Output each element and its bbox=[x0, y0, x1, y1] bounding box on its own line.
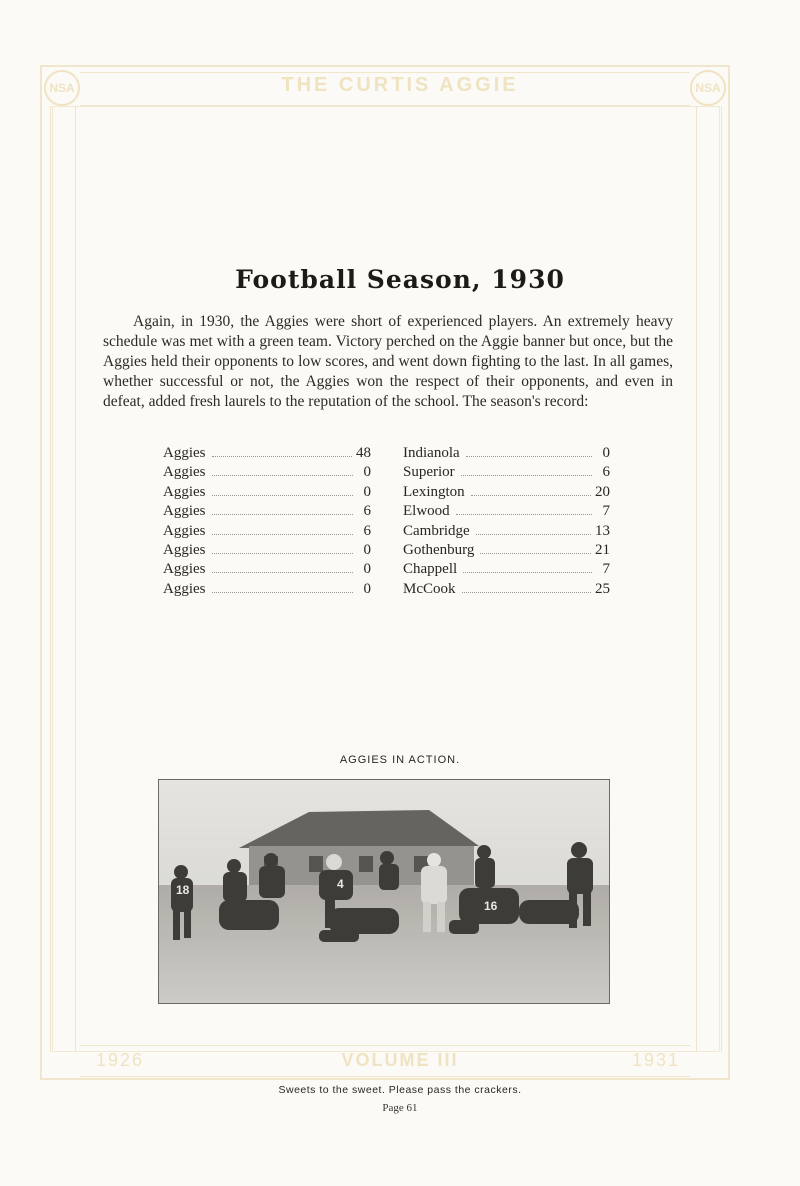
svg-text:16: 16 bbox=[484, 899, 498, 913]
dot-leader bbox=[462, 591, 592, 593]
aggies-team-name: Aggies bbox=[163, 561, 206, 578]
opponent-score: 7 bbox=[602, 503, 610, 520]
aggies-score: 0 bbox=[363, 580, 371, 597]
dot-leader bbox=[212, 591, 354, 593]
border-column-left bbox=[50, 106, 76, 1052]
aggies-score: 6 bbox=[363, 503, 371, 520]
dot-leader bbox=[212, 533, 354, 535]
dot-leader bbox=[212, 552, 354, 554]
opponent-team-name: Chappell bbox=[403, 561, 458, 578]
article-body: Again, in 1930, the Aggies were short of experienced players. An extremely heavy schedule was met with a green team. Victory perched on the Aggie banner but once, but the Aggies held their opponents to low scores, and went down fighting to the last. In all games, whether successful or not, the Aggies won the respect of their opponents, and even in defeat, added fresh laurels to the reputation of the school. The season's record: bbox=[103, 313, 673, 410]
aggies-row bbox=[163, 444, 371, 463]
opponent-score: 13 bbox=[595, 522, 610, 539]
dot-leader bbox=[480, 552, 591, 554]
dot-leader bbox=[212, 474, 354, 476]
dot-leader bbox=[461, 474, 592, 476]
aggies-row bbox=[163, 541, 371, 560]
dot-leader bbox=[456, 513, 592, 515]
opponent-row bbox=[403, 502, 610, 521]
opponent-row bbox=[403, 444, 610, 463]
aggies-team-name: Aggies bbox=[163, 522, 206, 539]
footer-year-right: 1931 bbox=[631, 1050, 680, 1070]
opponent-row bbox=[403, 560, 610, 579]
record-opponents-column bbox=[403, 444, 610, 599]
aggies-row bbox=[163, 580, 371, 599]
page-number: Page 61 bbox=[382, 1102, 418, 1114]
aggies-row bbox=[163, 560, 371, 579]
opponent-row bbox=[403, 483, 610, 502]
aggies-score: 0 bbox=[363, 542, 371, 559]
opponent-team-name: Superior bbox=[403, 464, 455, 481]
footer-year-left: 1926 bbox=[96, 1050, 145, 1070]
aggies-row bbox=[163, 463, 371, 482]
opponent-team-name: Lexington bbox=[403, 483, 465, 500]
aggies-team-name: Aggies bbox=[163, 483, 206, 500]
aggies-team-name: Aggies bbox=[163, 580, 206, 597]
aggies-row bbox=[163, 502, 371, 521]
aggies-team-name: Aggies bbox=[163, 464, 206, 481]
opponent-team-name: Indianola bbox=[403, 445, 460, 461]
football-action-photo bbox=[158, 779, 610, 1004]
opponent-score: 0 bbox=[602, 445, 610, 461]
opponent-team-name: Cambridge bbox=[403, 522, 470, 539]
aggies-score: 0 bbox=[363, 464, 371, 481]
aggies-team-name: Aggies bbox=[163, 503, 206, 520]
aggies-row bbox=[163, 483, 371, 502]
opponent-team-name: McCook bbox=[403, 580, 456, 597]
aggies-team-name: Aggies bbox=[163, 445, 206, 461]
opponent-row bbox=[403, 541, 610, 560]
aggies-row bbox=[163, 522, 371, 541]
opponent-row bbox=[403, 522, 610, 541]
footer-quote: Sweets to the sweet. Please pass the crackers. bbox=[278, 1084, 522, 1096]
dot-leader bbox=[212, 494, 354, 496]
photo-caption: AGGIES IN ACTION. bbox=[339, 754, 461, 766]
aggies-score: 0 bbox=[363, 483, 371, 500]
monogram-right-icon: NSA bbox=[690, 70, 726, 106]
opponent-score: 21 bbox=[595, 542, 610, 559]
footer-volume: VOLUME III bbox=[341, 1050, 459, 1070]
yearbook-title: THE CURTIS AGGIE bbox=[281, 74, 519, 96]
opponent-score: 6 bbox=[602, 464, 610, 481]
monogram-left-icon: NSA bbox=[44, 70, 80, 106]
aggies-team-name: Aggies bbox=[163, 542, 206, 559]
aggies-score: 6 bbox=[363, 522, 371, 539]
dot-leader bbox=[476, 533, 591, 535]
dot-leader bbox=[471, 494, 591, 496]
opponent-score: 7 bbox=[602, 561, 610, 578]
svg-text:18: 18 bbox=[176, 883, 190, 897]
opponent-row bbox=[403, 463, 610, 482]
dot-leader bbox=[466, 455, 592, 457]
dot-leader bbox=[212, 513, 354, 515]
article-title: Football Season, 1930 bbox=[235, 265, 565, 294]
border-column-right bbox=[696, 106, 722, 1052]
dot-leader bbox=[212, 571, 354, 573]
opponent-team-name: Gothenburg bbox=[403, 542, 475, 559]
opponent-score: 25 bbox=[595, 580, 610, 597]
aggies-score: 48 bbox=[356, 445, 371, 461]
dot-leader bbox=[212, 455, 353, 457]
opponent-score: 20 bbox=[595, 483, 610, 500]
opponent-row bbox=[403, 580, 610, 599]
record-aggies-column bbox=[163, 444, 371, 599]
dot-leader bbox=[463, 571, 592, 573]
opponent-team-name: Elwood bbox=[403, 503, 450, 520]
svg-text:4: 4 bbox=[337, 877, 344, 891]
aggies-score: 0 bbox=[363, 561, 371, 578]
